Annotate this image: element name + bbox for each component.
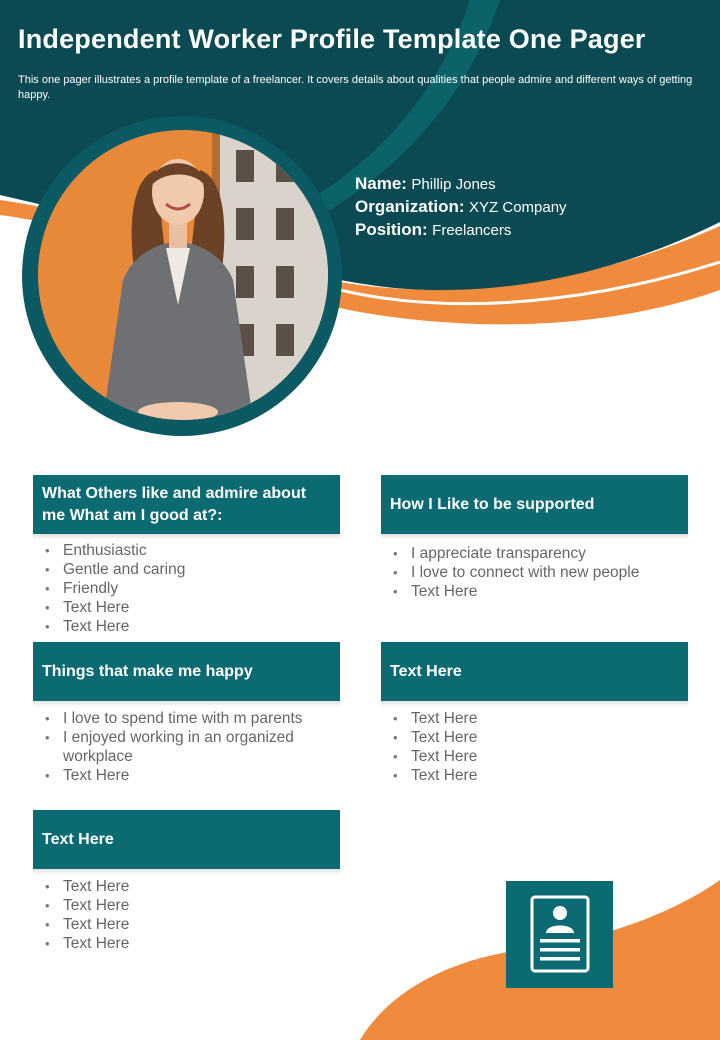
list-item: • Text Here (33, 896, 129, 915)
section-list-supported (381, 544, 639, 601)
section-list-admire (33, 541, 185, 636)
section-heading-text-right (381, 642, 688, 701)
list-item: • Text Here (381, 728, 477, 747)
organization-value: XYZ Company (469, 199, 567, 216)
list-item: • Text Here (33, 766, 333, 785)
section-list-happy (33, 709, 333, 785)
list-item: • Text Here (381, 582, 639, 601)
list-item: • Gentle and caring (33, 560, 185, 579)
organization-row (355, 195, 567, 218)
list-item: • I enjoyed working in an organized workplace (33, 728, 333, 766)
section-shadow (381, 701, 688, 707)
profile-document-icon (506, 881, 613, 988)
section-list-text-left (33, 877, 129, 953)
list-item: • Text Here (33, 598, 185, 617)
list-item: • Text Here (33, 617, 185, 636)
list-item: • I love to connect with new people (381, 563, 639, 582)
organization-label: Organization: (355, 197, 465, 216)
section-heading-text-left (33, 810, 340, 869)
list-item: • Friendly (33, 579, 185, 598)
list-item: • Text Here (33, 877, 129, 896)
section-heading-admire-text: What Others like and admire about me What am I good at?: (42, 484, 307, 524)
section-shadow (381, 534, 688, 540)
position-label: Position: (355, 220, 428, 239)
list-item: • Text Here (33, 934, 129, 953)
list-item: • I love to spend time with m parents (33, 709, 333, 728)
section-shadow (33, 534, 340, 540)
section-heading-supported (381, 475, 688, 534)
page-subtitle: This one pager illustrates a profile template of a freelancer. It covers details about qualities that people admire and different ways of getting happy. (18, 74, 693, 101)
section-heading-happy (33, 642, 340, 701)
list-item: • Text Here (381, 747, 477, 766)
section-heading-admire (33, 475, 340, 534)
list-item: • Text Here (381, 766, 477, 785)
profile-photo (38, 130, 328, 420)
position-value: Freelancers (432, 222, 512, 239)
section-shadow (33, 701, 340, 707)
list-item: • Text Here (381, 709, 477, 728)
page-title: Independent Worker Profile Template One Pager (18, 24, 646, 54)
section-heading-supported-text: How I Like to be supported (390, 495, 595, 513)
list-item: • Enthusiastic (33, 541, 185, 560)
list-item: • Text Here (33, 915, 129, 934)
section-heading-text-right-text: Text Here (390, 662, 462, 680)
section-shadow (33, 869, 340, 875)
section-list-text-right (381, 709, 477, 785)
name-row (355, 172, 567, 195)
section-heading-text-left-text: Text Here (42, 830, 114, 848)
list-item: • I appreciate transparency (381, 544, 639, 563)
section-heading-happy-text: Things that make me happy (42, 662, 253, 680)
name-label: Name: (355, 174, 407, 193)
profile-info (355, 172, 567, 241)
position-row (355, 218, 567, 241)
name-value: Phillip Jones (411, 176, 496, 193)
